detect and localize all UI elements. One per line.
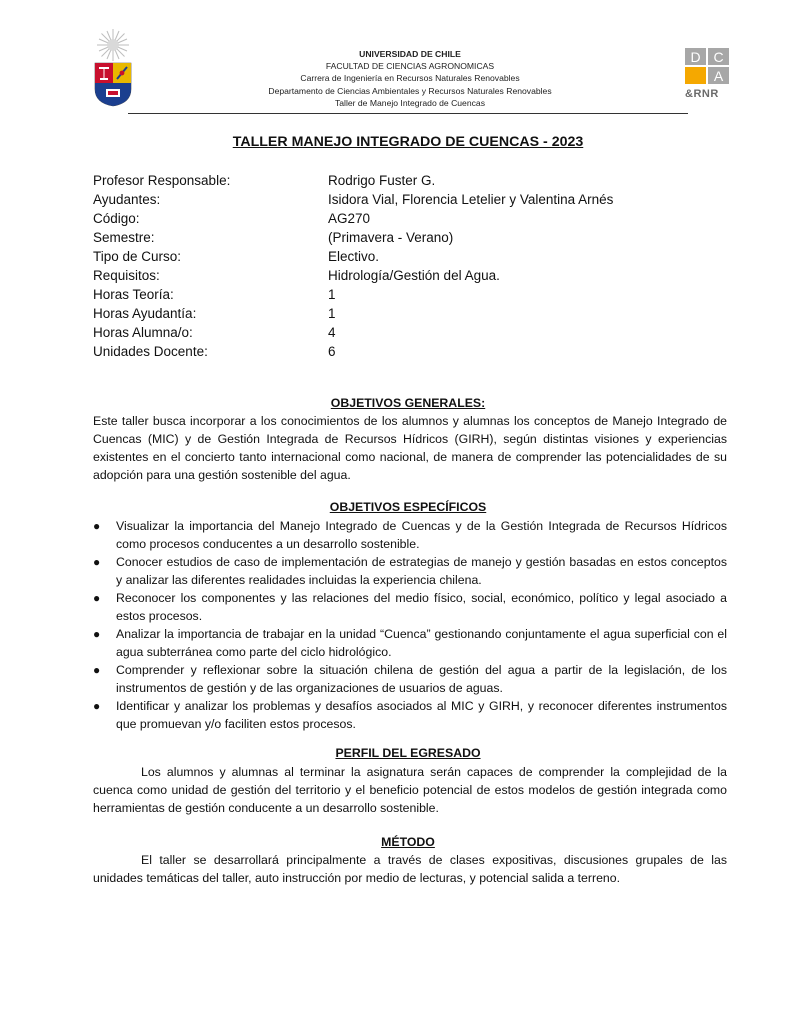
info-row	[93, 285, 613, 304]
info-label: Horas Teoría:	[93, 287, 174, 302]
info-row	[93, 209, 613, 228]
info-value: Rodrigo Fuster G.	[328, 173, 436, 188]
list-item	[93, 661, 727, 697]
info-value: 1	[328, 306, 336, 321]
career-name: Carrera de Ingeniería en Recursos Naturales Renovables	[300, 73, 520, 84]
header-divider	[128, 113, 688, 114]
university-name: UNIVERSIDAD DE CHILE	[359, 49, 461, 59]
info-row	[93, 323, 613, 342]
info-label: Unidades Docente:	[93, 344, 208, 359]
info-label: Código:	[93, 211, 140, 226]
list-item	[93, 697, 727, 733]
bullet-icon: ●	[93, 591, 101, 605]
method-heading: MÉTODO	[381, 835, 435, 849]
general-objectives-heading: OBJETIVOS GENERALES:	[330, 396, 486, 410]
specific-objectives-list	[93, 517, 727, 733]
specific-objectives-heading: OBJETIVOS ESPECÍFICOS	[329, 500, 487, 514]
info-value: 4	[328, 325, 336, 340]
info-value: Isidora Vial, Florencia Letelier y Valentina Arnés	[328, 192, 614, 207]
info-row	[93, 190, 613, 209]
info-label: Horas Ayudantía:	[93, 306, 197, 321]
info-value: AG270	[328, 211, 371, 226]
info-row	[93, 228, 613, 247]
bullet-icon: ●	[93, 555, 101, 569]
workshop-name: Taller de Manejo Integrado de Cuencas	[334, 97, 485, 108]
dca-letter-c: C	[708, 48, 729, 65]
list-item-text: Analizar la importancia de trabajar en la unidad “Cuenca” gestionando conjuntamente el agua superficial con el agua subterránea como parte del ciclo hidrológico.	[116, 627, 727, 659]
university-of-chile-logo	[88, 27, 138, 107]
info-value: (Primavera - Verano)	[328, 230, 454, 245]
list-item	[93, 517, 727, 553]
bullet-icon: ●	[93, 699, 101, 713]
info-row	[93, 247, 613, 266]
info-label: Tipo de Curso:	[93, 249, 182, 264]
info-row	[93, 342, 613, 361]
info-value: Electivo.	[328, 249, 380, 264]
bullet-icon: ●	[93, 663, 101, 677]
info-value: Hidrología/Gestión del Agua.	[328, 268, 500, 283]
info-label: Horas Alumna/o:	[93, 325, 193, 340]
department-name: Departamento de Ciencias Ambientales y Recursos Naturales Renovables	[268, 85, 552, 96]
dca-letter-d: D	[685, 48, 706, 65]
list-item-text: Visualizar la importancia del Manejo Integrado de Cuencas y de la Gestión Integrada de Recursos Hídricos como procesos conducentes a un desarrollo sostenible.	[116, 519, 727, 551]
info-value: 1	[328, 287, 336, 302]
faculty-name: FACULTAD DE CIENCIAS AGRONOMICAS	[325, 61, 495, 72]
info-label: Requisitos:	[93, 268, 160, 283]
list-item-text: Comprender y reflexionar sobre la situación chilena de gestión del agua a partir de la legislación, de los instrumentos de gestión y de las organizaciones de usuarios de aguas.	[116, 663, 727, 695]
page-title: TALLER MANEJO INTEGRADO DE CUENCAS - 2023	[232, 134, 584, 150]
list-item-text: Conocer estudios de caso de implementación de estrategias de manejo y gestión basadas en estos conceptos y analizar las diferentes realidades incluidas la experiencia chilena.	[116, 555, 727, 587]
course-info	[93, 171, 613, 361]
info-value: 6	[328, 344, 336, 359]
general-objectives-text: Este taller busca incorporar a los conocimientos de los alumnos y alumnas los conceptos de Manejo Integrado de Cuencas (MIC) y de Gestión Integrada de Recursos Hídricos (GIRH), según distintas visiones y experiencias existentes en el concierto tanto internacional como nacional, de manera de comprender las potencialidades de su adopción para una gestión sostenible del agua.	[93, 414, 727, 482]
list-item-text: Reconocer los componentes y las relaciones del medio físico, social, económico, político y legal asociado a estos procesos.	[116, 591, 727, 623]
list-item-text: Identificar y analizar los problemas y desafíos asociados al MIC y GIRH, y reconocer diferentes instrumentos que promuevan y/o faciliten estos procesos.	[116, 699, 727, 731]
info-row	[93, 304, 613, 323]
institution-header	[230, 48, 590, 109]
list-item	[93, 589, 727, 625]
info-label: Profesor Responsable:	[93, 173, 231, 188]
dca-rnr-logo	[685, 48, 730, 110]
dca-subtitle: &RNR	[685, 88, 719, 100]
info-label: Semestre:	[93, 230, 155, 245]
info-label: Ayudantes:	[93, 192, 161, 207]
method-text: El taller se desarrollará principalmente a través de clases expositivas, discusiones grupales de las unidades temáticas del taller, auto instrucción por medio de lecturas, y potencial salida a terreno.	[93, 853, 727, 885]
info-row	[93, 171, 613, 190]
list-item	[93, 553, 727, 589]
profile-heading: PERFIL DEL EGRESADO	[335, 746, 481, 760]
bullet-icon: ●	[93, 519, 101, 533]
list-item	[93, 625, 727, 661]
dca-letter-a: A	[708, 67, 729, 84]
profile-text: Los alumnos y alumnas al terminar la asignatura serán capaces de comprender la complejidad de la cuenca como unidad de gestión del territorio y el beneficio potencial de estos modelos de gestión integrada como herramientas de gestión conducente a un desarrollo sostenible.	[93, 765, 727, 815]
dca-yellow-square	[685, 67, 706, 84]
bullet-icon: ●	[93, 627, 101, 641]
info-row	[93, 266, 613, 285]
